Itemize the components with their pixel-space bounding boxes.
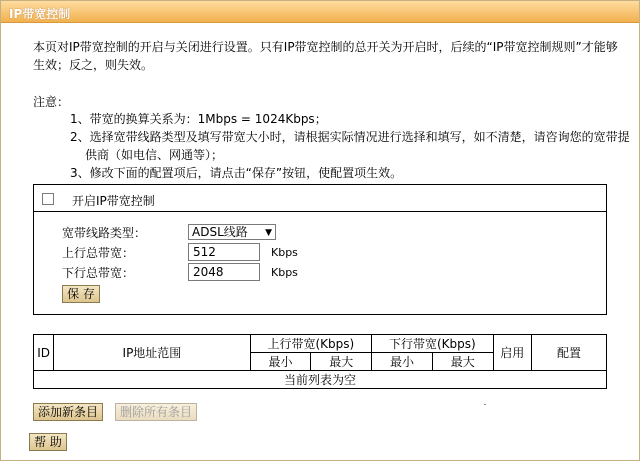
help-button[interactable]: 帮 助 — [29, 433, 67, 451]
notes-list — [70, 110, 630, 182]
download-bandwidth-input[interactable]: 2048 — [188, 263, 260, 281]
download-bandwidth-label: 下行总带宽： — [62, 266, 135, 280]
column-header-upload: 上行带宽(Kbps) — [250, 335, 371, 353]
delete-all-button[interactable]: 删除所有条目 — [115, 403, 197, 421]
line-type-label: 宽带线路类型： — [62, 226, 147, 240]
upload-bandwidth-input[interactable]: 512 — [188, 243, 260, 261]
enable-checkbox[interactable] — [42, 193, 54, 205]
column-header-upload-min: 最小 — [250, 353, 311, 371]
column-header-enable: 启用 — [493, 335, 531, 371]
column-header-download: 下行带宽(Kbps) — [372, 335, 493, 353]
rules-table — [33, 334, 607, 389]
divider — [484, 404, 486, 405]
page-title: IP带宽控制 — [9, 7, 71, 21]
save-button[interactable]: 保 存 — [62, 285, 100, 303]
bandwidth-control-panel — [33, 184, 607, 315]
note-item: 1、带宽的换算关系为：1Mbps = 1024Kbps； — [70, 112, 327, 126]
download-unit: Kbps — [271, 266, 298, 279]
note-item: 3、修改下面的配置项后，请点击“保存”按钮，使配置项生效。 — [70, 166, 403, 180]
page-description: 本页对IP带宽控制的开启与关闭进行设置。只有IP带宽控制的总开关为开启时，后续的“IP带宽控制规则”才能够生效；反之，则失效。 — [33, 40, 618, 72]
column-header-download-max: 最大 — [432, 353, 493, 371]
enable-row — [34, 185, 606, 212]
notes-label: 注意： — [33, 95, 70, 109]
dropdown-arrow-icon: ▼ — [265, 228, 272, 238]
note-item: 供商（如电信、网通等）； — [85, 148, 224, 162]
column-header-upload-max: 最大 — [311, 353, 372, 371]
column-header-id: ID — [34, 335, 54, 371]
add-entry-button[interactable]: 添加新条目 — [33, 403, 103, 421]
note-item: 2、选择宽带线路类型及填写带宽大小时，请根据实际情况进行选择和填写，如不清楚，请咨询您的宽带提 — [70, 130, 630, 144]
upload-unit: Kbps — [271, 246, 298, 259]
line-type-select[interactable] — [188, 224, 276, 240]
column-header-download-min: 最小 — [372, 353, 433, 371]
upload-bandwidth-label: 上行总带宽： — [62, 246, 135, 260]
column-header-ip-range: IP地址范围 — [54, 335, 250, 371]
empty-list-message: 当前列表为空 — [34, 371, 607, 389]
line-type-value: ADSL线路 — [192, 225, 248, 239]
enable-checkbox-label: 开启IP带宽控制 — [72, 194, 155, 208]
column-header-config: 配置 — [532, 335, 607, 371]
